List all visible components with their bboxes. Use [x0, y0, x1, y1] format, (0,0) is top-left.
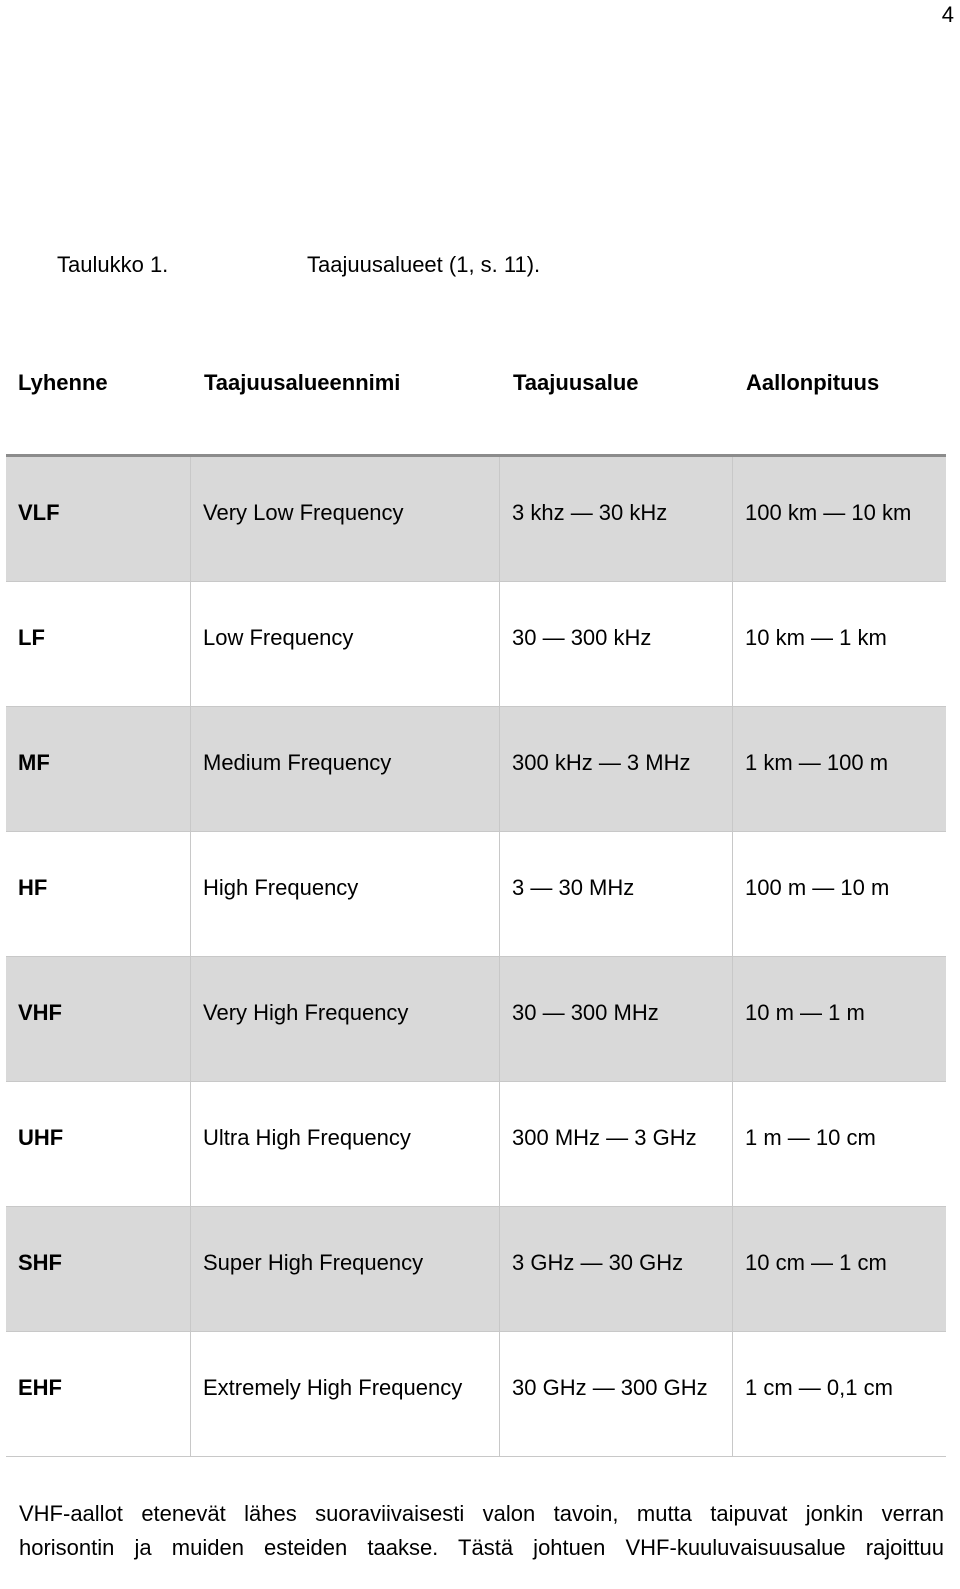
cell-band-name: Super High Frequency: [191, 1207, 500, 1331]
table-row: [6, 957, 946, 1082]
cell-abbreviation: EHF: [6, 1332, 191, 1456]
paragraph-line: VHF-aallot etenevät lähes suoraviivaisesti valon tavoin, mutta taipuvat jonkin verran: [19, 1501, 944, 1526]
cell-wavelength: 10 cm — 1 cm: [745, 1250, 887, 1275]
cell-frequency-range: 30 GHz — 300 GHz: [500, 1332, 733, 1456]
table-row: [6, 457, 946, 582]
cell-wavelength: 1 cm — 0,1 cm: [745, 1375, 893, 1400]
body-paragraph: [19, 1497, 944, 1565]
cell-band-name: High Frequency: [191, 832, 500, 956]
cell-band-name: Very High Frequency: [191, 957, 500, 1081]
cell-abbreviation: VHF: [6, 957, 191, 1081]
cell-frequency-range: 3 khz — 30 kHz: [500, 457, 733, 581]
cell-wavelength: 1 km — 100 m: [745, 750, 889, 775]
cell-band-name: Medium Frequency: [191, 707, 500, 831]
paragraph-line: horisontin ja muiden esteiden taakse. Tästä johtuen VHF-kuuluvaisuusalue rajoittuu: [19, 1535, 944, 1560]
cell-abbreviation: UHF: [6, 1082, 191, 1206]
cell-wavelength: 10 m — 1 m: [745, 1000, 865, 1025]
table-row: [6, 1332, 946, 1457]
cell-wavelength: 1 m — 10 cm: [745, 1125, 876, 1150]
header-wavelength: Aallonpituus: [746, 370, 880, 395]
cell-wavelength: 100 km — 10 km: [745, 500, 912, 525]
table-row: [6, 1207, 946, 1332]
table-row: [6, 1082, 946, 1207]
header-abbreviation: Lyhenne: [18, 370, 108, 395]
table-row: [6, 707, 946, 832]
page-number: 4: [941, 2, 954, 27]
caption-text: Taajuusalueet (1, s. 11).: [307, 252, 541, 277]
table-header: [0, 370, 944, 400]
header-band-name: Taajuusalueennimi: [204, 370, 401, 395]
cell-band-name: Extremely High Frequency: [191, 1332, 500, 1456]
cell-frequency-range: 300 kHz — 3 MHz: [500, 707, 733, 831]
cell-band-name: Very Low Frequency: [191, 457, 500, 581]
cell-frequency-range: 300 MHz — 3 GHz: [500, 1082, 733, 1206]
cell-frequency-range: 3 GHz — 30 GHz: [500, 1207, 733, 1331]
cell-frequency-range: 30 — 300 MHz: [500, 957, 733, 1081]
cell-frequency-range: 3 — 30 MHz: [500, 832, 733, 956]
cell-frequency-range: 30 — 300 kHz: [500, 582, 733, 706]
header-frequency-range: Taajuusalue: [513, 370, 639, 395]
cell-abbreviation: HF: [6, 832, 191, 956]
cell-band-name: Low Frequency: [191, 582, 500, 706]
table-row: [6, 832, 946, 957]
frequency-table: [6, 454, 946, 1457]
cell-abbreviation: SHF: [6, 1207, 191, 1331]
cell-wavelength: 100 m — 10 m: [745, 875, 890, 900]
table-caption: [57, 252, 540, 278]
cell-wavelength: 10 km — 1 km: [745, 625, 887, 650]
cell-abbreviation: VLF: [6, 457, 191, 581]
cell-abbreviation: LF: [6, 582, 191, 706]
cell-abbreviation: MF: [6, 707, 191, 831]
caption-label: Taulukko 1.: [57, 252, 169, 277]
cell-band-name: Ultra High Frequency: [191, 1082, 500, 1206]
table-row: [6, 582, 946, 707]
